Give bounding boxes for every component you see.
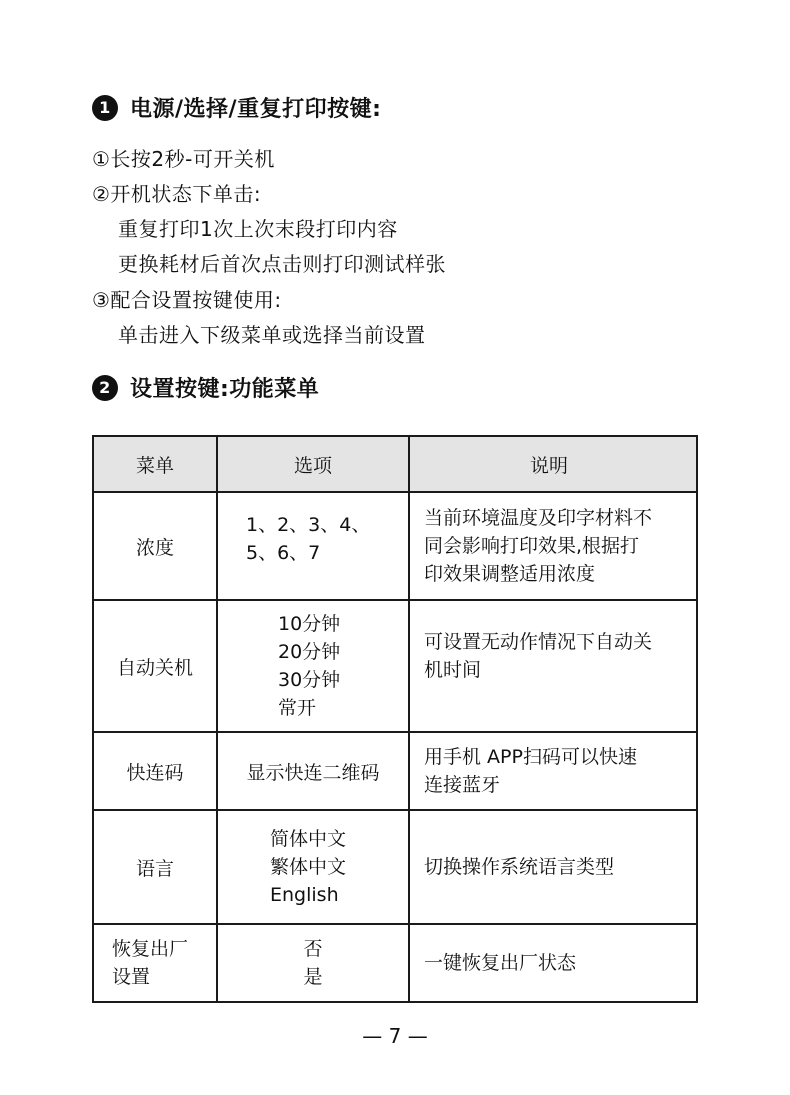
menu-label: 快连码 <box>126 761 184 784</box>
option-text: 是 <box>303 966 323 988</box>
menu-label: 设置 <box>112 966 151 988</box>
options-cell <box>217 732 409 810</box>
table-row <box>93 810 697 924</box>
option-text: English <box>270 884 339 906</box>
menu-cell <box>93 924 217 1002</box>
option-text: 繁体中文 <box>270 856 347 878</box>
page-number: — 7 — <box>362 1024 428 1048</box>
instruction-line: 更换耗材后首次点击则打印测试样张 <box>118 252 446 276</box>
number-badge-icon: 1 <box>92 95 118 121</box>
table-row <box>93 492 697 600</box>
option-text: 5、6、7 <box>246 542 321 564</box>
section2-heading <box>92 372 319 403</box>
menu-cell <box>93 600 217 732</box>
menu-label: 自动关机 <box>116 656 193 679</box>
options-cell <box>217 492 409 600</box>
section1-title: 电源/选择/重复打印按键: <box>130 97 382 122</box>
menu-cell <box>93 810 217 924</box>
description-text: 切换操作系统语言类型 <box>424 856 615 878</box>
instruction-line: 重复打印1次上次末段打印内容 <box>118 217 398 241</box>
menu-label: 语言 <box>135 857 174 880</box>
number-badge-icon: 2 <box>92 375 118 401</box>
description-cell <box>409 924 697 1002</box>
instruction-line: ③配合设置按键使用: <box>92 288 282 312</box>
description-text: 印效果调整适用浓度 <box>424 563 596 585</box>
description-text: 用手机 APP扫码可以快速 <box>424 746 637 768</box>
header-menu: 菜单 <box>93 436 217 492</box>
menu-label: 恢复出厂 <box>112 938 189 960</box>
instruction-line: ①长按2秒-可开关机 <box>92 147 275 171</box>
description-text: 当前环境温度及印字材料不 <box>424 507 653 529</box>
description-cell <box>409 810 697 924</box>
options-cell <box>217 924 409 1002</box>
description-text: 连接蓝牙 <box>424 774 501 796</box>
section2-title: 设置按键:功能菜单 <box>130 377 320 402</box>
instruction-line: 单击进入下级菜单或选择当前设置 <box>118 323 426 347</box>
option-text: 1、2、3、4、 <box>246 514 371 536</box>
option-text: 30分钟 <box>278 669 341 691</box>
menu-cell <box>93 732 217 810</box>
option-text: 简体中文 <box>270 828 347 850</box>
option-text: 20分钟 <box>278 641 341 663</box>
description-text: 可设置无动作情况下自动关 <box>424 631 653 653</box>
options-cell <box>217 600 409 732</box>
menu-cell <box>93 492 217 600</box>
option-text: 否 <box>303 938 323 960</box>
description-cell <box>409 492 697 600</box>
header-description: 说明 <box>409 436 697 492</box>
table-row <box>93 732 697 810</box>
option-text: 常开 <box>278 697 317 719</box>
instruction-line: ②开机状态下单击: <box>92 182 262 206</box>
description-text: 机时间 <box>424 659 482 681</box>
description-text: 一键恢复出厂状态 <box>424 952 577 974</box>
section1-heading <box>92 92 381 123</box>
table-header-row <box>93 436 697 492</box>
description-cell <box>409 732 697 810</box>
option-text: 显示快连二维码 <box>246 761 380 784</box>
header-options: 选项 <box>217 436 409 492</box>
menu-label: 浓度 <box>135 536 174 559</box>
description-text: 同会影响打印效果,根据打 <box>424 535 640 557</box>
description-cell <box>409 600 697 732</box>
function-menu-table <box>92 435 698 1003</box>
table-row <box>93 600 697 732</box>
table-row <box>93 924 697 1002</box>
options-cell <box>217 810 409 924</box>
option-text: 10分钟 <box>278 613 341 635</box>
